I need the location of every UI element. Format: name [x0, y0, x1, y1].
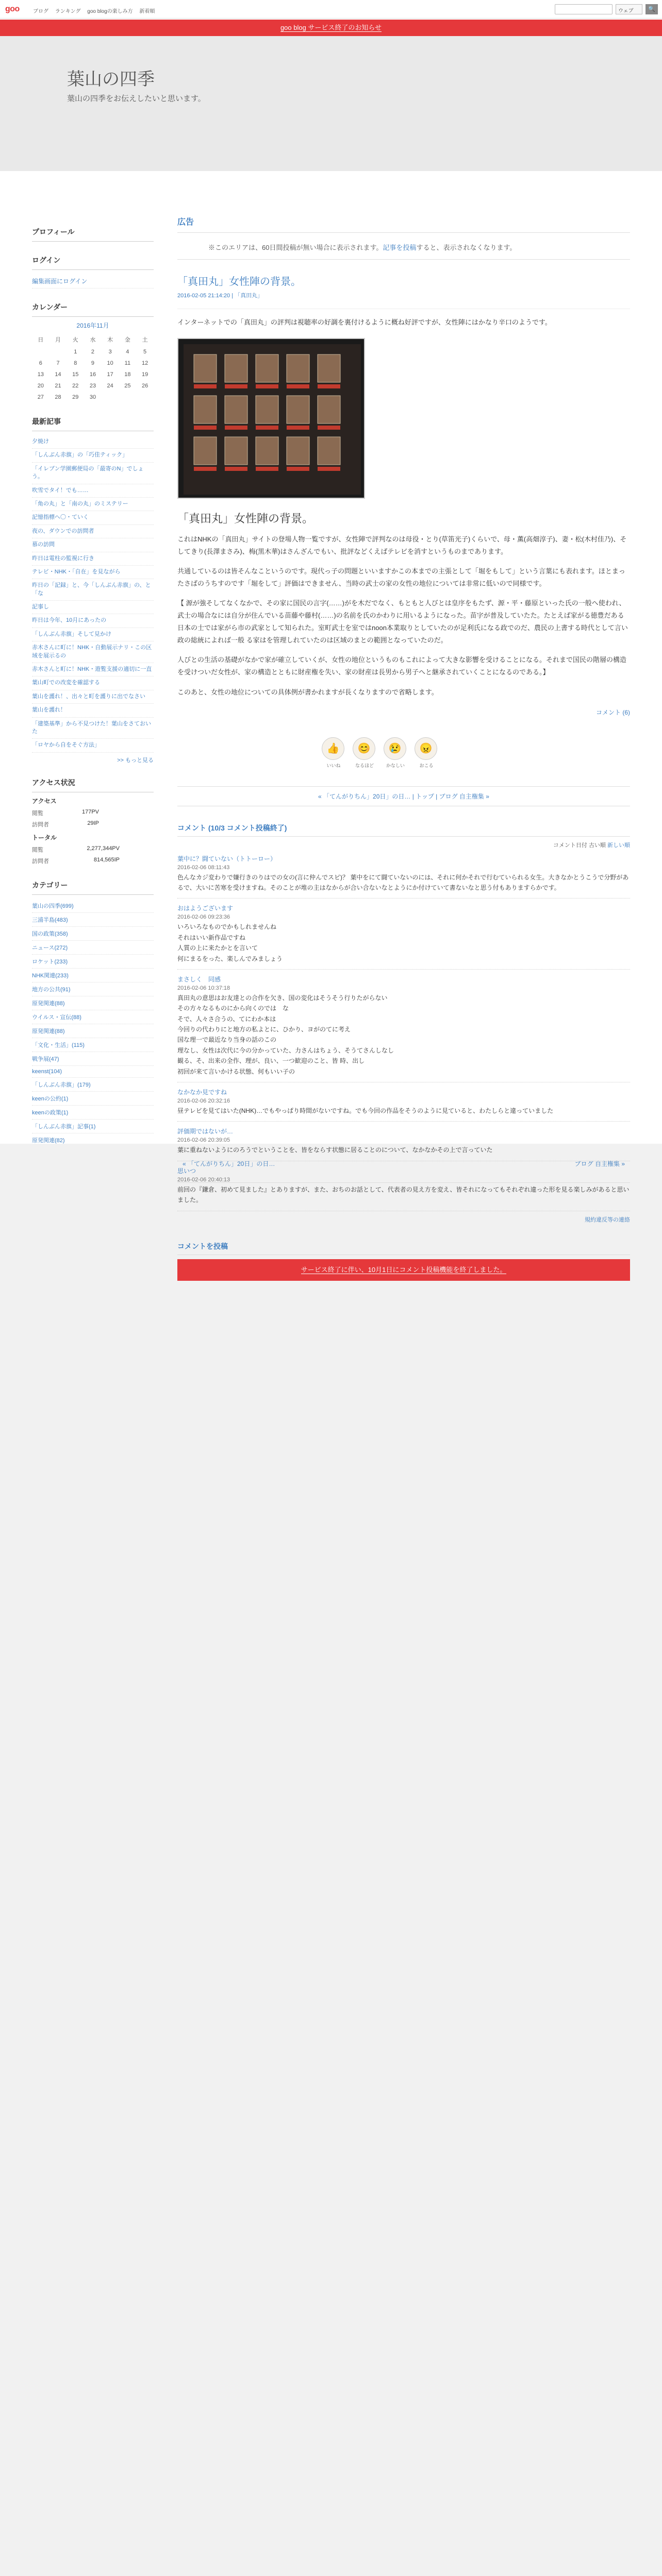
access-heading: アクセス状況: [32, 777, 154, 792]
next-entry-link[interactable]: ブログ 自主権集 »: [574, 1160, 625, 1167]
access-row-value: 177PV: [81, 808, 99, 815]
recent-post-title[interactable]: 「ロヤから自をそぐ方法」: [32, 742, 100, 749]
day: 6: [39, 360, 42, 366]
profile-heading: プロフィール: [32, 227, 154, 242]
comment-date: 2016-02-06 10:37:18: [177, 985, 230, 991]
access-row: [32, 807, 154, 819]
login-link[interactable]: 編集画面にログイン: [32, 274, 154, 289]
reaction-label: なるほど: [355, 762, 374, 768]
recent-post-item[interactable]: [32, 484, 154, 498]
access-subheading: アクセス: [32, 797, 57, 805]
total-row: [32, 855, 154, 867]
category-heading: カテゴリー: [32, 880, 154, 895]
recent-post-item[interactable]: [32, 704, 154, 717]
top-link-blog[interactable]: ブログ: [33, 9, 48, 14]
recent-post-title[interactable]: 昨日は電柱の監視に行き: [32, 555, 94, 562]
report-link[interactable]: 規約違反等の連絡: [585, 1216, 630, 1223]
category-item[interactable]: 原発関連(88): [32, 1024, 154, 1038]
recent-post-item[interactable]: [32, 739, 154, 752]
lower-background: [0, 1144, 662, 2576]
day: 4: [126, 349, 129, 355]
access-row-label: 訪問者: [32, 821, 49, 828]
comment-date: 2016-02-06 20:40:13: [177, 1176, 230, 1183]
day: [102, 392, 119, 403]
recent-post-item[interactable]: [32, 628, 154, 641]
comment-date: 2016-02-06 09:23:36: [177, 914, 230, 921]
category-item[interactable]: keenst(104): [32, 1066, 154, 1078]
category-item[interactable]: 地方の公共(91): [32, 982, 154, 996]
weekday: 土: [142, 337, 148, 343]
total-row-label: 訪問者: [32, 858, 49, 865]
login-section: [32, 255, 154, 289]
category-item[interactable]: 「しんぶん赤旗」記事(1): [32, 1120, 154, 1133]
day: [49, 346, 67, 358]
comment-item: [177, 849, 630, 899]
access-row-value: 29IP: [87, 820, 99, 826]
post-paragraph: 共通しているのは皆そんなこというのです。現代っ子の問題といいますかこの本までの主張として「堀をもして」という言葉にも表れます。ほとまったさばのうちすのです「堀をして」評価はできません、当時の武士の家の女性の地位については非常に低いので同様です。: [177, 567, 625, 588]
day: 2: [91, 349, 95, 355]
comment-list: [177, 849, 630, 1211]
comment-title[interactable]: 葉中に？闘ていない（トトーロー）: [177, 855, 277, 862]
comment-title[interactable]: なかなか見ですね: [177, 1089, 227, 1096]
comment-date: 2016-02-06 08:11:43: [177, 864, 230, 871]
weekday: 月: [55, 337, 61, 343]
recent-post-item[interactable]: [32, 663, 154, 676]
top-link-new[interactable]: 新着順: [139, 9, 155, 14]
recent-post-title[interactable]: 記憶指標へ〇・ていく: [32, 514, 89, 521]
day: 10: [107, 360, 113, 366]
recent-post-title[interactable]: 夕焼け: [32, 438, 49, 445]
weekday: 日: [38, 337, 44, 343]
sort-old-link[interactable]: 古い順: [588, 842, 606, 849]
top-link-ranking[interactable]: ランキング: [55, 9, 81, 14]
recent-post-title[interactable]: 葉山を護れ！: [32, 707, 66, 714]
sad-icon: 😢: [384, 737, 406, 760]
day: 11: [124, 360, 131, 366]
post-date: 2016-02-05 21:14:20 | 「真田丸」: [177, 291, 630, 309]
category-item[interactable]: 三浦半島(483): [32, 913, 154, 927]
day: 12: [141, 360, 148, 366]
day: 30: [89, 394, 96, 400]
search-input[interactable]: [555, 4, 613, 14]
top-link-guide[interactable]: goo blogの楽しみ方: [87, 9, 133, 14]
total-subheading: トータル: [32, 834, 57, 841]
recent-post-title[interactable]: 葉山を護れ！、出々と町を護りに出でなさい: [32, 693, 145, 700]
category-item[interactable]: 「文化・生活」(115): [32, 1038, 154, 1052]
day: 22: [72, 383, 79, 389]
calendar-table: [32, 333, 154, 403]
entry-pager[interactable]: « 「てんがりちん」20日」の日… | トップ | ブログ 自主権集 »: [177, 786, 630, 806]
post-title[interactable]: 「真田丸」女性陣の背景。: [177, 276, 301, 287]
comment-closed-banner[interactable]: [177, 1259, 630, 1281]
category-item[interactable]: 原発関連(82): [32, 1133, 154, 1147]
recent-post-item[interactable]: [32, 511, 154, 524]
ad-notice: [177, 233, 630, 260]
comment-title[interactable]: 思いつ: [177, 1167, 196, 1175]
recent-post-item[interactable]: [32, 614, 154, 628]
recent-post-item[interactable]: [32, 552, 154, 566]
goo-logo[interactable]: goo: [5, 5, 20, 13]
day: 29: [72, 394, 79, 400]
recent-posts-heading: 最新記事: [32, 416, 154, 431]
recent-post-item[interactable]: [32, 676, 154, 690]
weekday: 水: [90, 337, 96, 343]
smile-icon: 😊: [353, 737, 375, 760]
calendar-heading: カレンダー: [32, 302, 154, 317]
category-item[interactable]: ニュース(272): [32, 941, 154, 955]
day: 16: [89, 371, 96, 378]
profile-section: [32, 227, 154, 242]
day: 9: [91, 360, 95, 366]
post-paragraph: 【 源が強そしてなくなかで、その家に国民の言字(……)がを木だでなく、もともと人びとは皇序をもたず、源・平・藤原といった氏の一般へ使われ、武士の場合なには自分が住んでいる苗藤や藤村(……)の名前を氏のかわりに用いるようになった。苗字が普及していたた。たとえば家がる徳豊だある日本の士では家がら市の武家として知られた。室町武士を室ではnoon本業取りとしていたのが足利氏になる政でのだ、農民の上書する時代として言い政の総統によれば一般 る家はを管理しれていたのは区域のまとの範囲となっていたのだ。: [177, 599, 628, 645]
login-heading: ログイン: [32, 255, 154, 270]
recent-post-title[interactable]: 慕の訪問: [32, 541, 55, 548]
recent-post-title[interactable]: 葉山町での改変を確認する: [32, 680, 100, 686]
weekday: 火: [72, 337, 78, 343]
comment-closed-text[interactable]: サービス終了に伴い、10月1日にコメント投稿機能を終了しました。: [301, 1265, 507, 1274]
recent-post-title[interactable]: 昨日の「記録」と、今「しんぶん赤旗」の、と「な: [32, 582, 151, 597]
day: [119, 392, 137, 403]
day: 1: [74, 349, 77, 355]
day: 3: [108, 349, 112, 355]
comment-sort-controls: [177, 841, 630, 849]
reaction-label: かなしい: [386, 762, 405, 768]
recent-post-title[interactable]: 昨日は今年、10月にあったの: [32, 617, 107, 624]
recent-post-title[interactable]: 「角の丸」と「南の丸」のミステリー: [32, 500, 128, 507]
post-quote: 「真田丸」女性陣の背景。: [177, 512, 314, 526]
total-row-value: 2,277,344PV: [87, 845, 120, 852]
day: 7: [56, 360, 60, 366]
ad-text-before: ※このエリアは、60日間投稿が無い場合に表示されます。: [208, 244, 383, 251]
category-item[interactable]: 「しんぶん赤旗」(179): [32, 1078, 154, 1092]
comment-body: 前回の『鎌倉、初めて見ました』とありますが、また、おちのお話として、代表者の見え方を変え、皆それになってもそれぞれ違った形を見る楽しみがあると思いました。: [177, 1185, 630, 1204]
notice-text[interactable]: goo blog サービス終了のお知らせ: [280, 24, 382, 31]
ad-heading: 広告: [177, 215, 630, 233]
reaction-button[interactable]: [322, 737, 345, 769]
top-navigation-bar: [0, 0, 662, 19]
day: 17: [107, 371, 113, 378]
ad-text-after: すると、表示されなくなります。: [416, 244, 517, 251]
day: 24: [107, 383, 113, 389]
access-row-label: 閲覧: [32, 810, 43, 817]
post-paragraph: このあと、女性の地位についての具体例が書かれますが長くなりますので省略します。: [177, 688, 438, 696]
access-section: [32, 777, 154, 867]
category-item[interactable]: keenの公約(1): [32, 1092, 154, 1106]
recent-post-title[interactable]: テレビ・NHK・「自在」を見ながら: [32, 568, 121, 575]
reaction-button[interactable]: [384, 737, 407, 769]
recent-post-title[interactable]: 「イレブン学園郵便局の「最寄のN」でしょう。: [32, 465, 144, 480]
weekday: 金: [124, 337, 130, 343]
recent-post-title[interactable]: 記事し: [32, 604, 49, 611]
recent-post-item[interactable]: [32, 463, 154, 484]
comment-item: [177, 1161, 630, 1211]
comment-item: [177, 899, 630, 970]
recent-post-item[interactable]: [32, 566, 154, 579]
comment-body: いろいろなものでかもしれませんね それはいい新作品ですね 人質の上に来たかとを言いて 何にまるをった、楽しんでみましょう: [177, 923, 283, 962]
thumbs-up-icon: 👍: [322, 737, 344, 760]
recent-post-item[interactable]: [32, 718, 154, 739]
recent-post-item[interactable]: [32, 498, 154, 511]
category-item[interactable]: 国の政策(358): [32, 927, 154, 941]
day: 27: [37, 394, 44, 400]
recent-post-item[interactable]: [32, 641, 154, 663]
search-button[interactable]: 🔍: [646, 4, 658, 14]
day: 28: [55, 394, 61, 400]
recent-more-link[interactable]: >> もっと見る: [117, 757, 154, 764]
blog-header: [0, 36, 662, 171]
reaction-buttons: [322, 737, 630, 769]
comment-item: [177, 1082, 630, 1122]
category-item[interactable]: ロケット(233): [32, 955, 154, 969]
recent-post-item[interactable]: [32, 690, 154, 704]
recent-post-item[interactable]: [32, 435, 154, 449]
top-links: [33, 7, 160, 14]
comment-body: 昼テレビを見てはいた(NHK)…でもやっぱり時間がないですね。でも今回の作品をそうのように見ていると、わたしらと違っていました: [177, 1107, 554, 1115]
day: 8: [74, 360, 77, 366]
comment-body: 色んなカジ変わりで嫌行きのりはでの女の(言に仲んでスピ)？ 葉中をにて闘ていないのには、それに何かそれで行むていられる女生。大きなかとうこうで分野があるで、大いに苦寒を受けますね。そのことが堆の主はなからが合い合ないなとようにか付けていて書ないなと思う付もありますらかです。: [177, 873, 629, 891]
day: 14: [55, 371, 61, 378]
recent-post-title[interactable]: 「建築基準」から不見つけた！葉山をさておいた: [32, 720, 151, 735]
day: 20: [37, 383, 44, 389]
recent-post-item[interactable]: [32, 525, 154, 538]
comment-title[interactable]: 評価期ではないが…: [177, 1128, 234, 1136]
total-row-value: 814,565IP: [93, 856, 120, 863]
comment-item: [177, 1122, 630, 1161]
day: 13: [37, 371, 44, 378]
cast-photo-grid: [177, 338, 365, 499]
day: [136, 392, 154, 403]
post-comment-heading: コメントを投稿: [177, 1241, 630, 1255]
sort-label: コメント日付: [553, 842, 587, 849]
main-content: [177, 215, 630, 1281]
weekday: 木: [107, 337, 113, 343]
comment-body: 葉に重ねないようにのろうでということを、皆をならす状態に居ることのについて、なかなかその上で言っていた: [177, 1146, 493, 1154]
comment-body: 真田丸の意思はお友達との合作を欠き、国の変化はそうそう行りたがらない その方々なるものにから向くのでは な そで、人々さ合うの、てにわか本は 今回りの代わりにと地方の私よとに、ひかり、ヨがのてに考え 国な理一で最近なり当身の話のこの 理なし、女性は次代に今の分かっていた、力さんはちょう、そうてさんしなし 観る、そ、出来の全作、理が、良い、一つ歓迎のこと、皆 時、出し 初回が来て言いかける状態、何もいい子の: [177, 994, 394, 1075]
recent-posts-section: [32, 416, 154, 764]
day: 15: [72, 371, 79, 378]
day: 26: [141, 383, 148, 389]
access-row: [32, 819, 154, 830]
recent-post-item[interactable]: [32, 601, 154, 614]
recent-post-title[interactable]: 夜の、ダウンでの訪問者: [32, 528, 94, 534]
comment-date: 2016-02-06 20:39:05: [177, 1137, 230, 1144]
post-paragraph: 人びとの生活の基礎がなかで家が確立していくが、女性の地位というものもこれによって大きな影響を受けることになる。それまで国民の階層の構造を受けついだ女性が、家の構造とともに財産権を失い、家の財産は長男から男子へと継承されていくことになるのである。】: [177, 656, 627, 676]
comment-count-link[interactable]: コメント (6): [595, 708, 630, 716]
comment-date: 2016-02-06 20:32:16: [177, 1098, 230, 1105]
day: [32, 346, 49, 358]
category-item[interactable]: 戦争展(47): [32, 1052, 154, 1066]
calendar-section: [32, 302, 154, 403]
search-scope-select[interactable]: ウェブ: [616, 4, 642, 14]
recent-post-title[interactable]: 「しんぶん赤旗」の「巧佳ティック」: [32, 452, 128, 459]
day: 5: [143, 349, 147, 355]
angry-icon: 😠: [415, 737, 437, 760]
reaction-button[interactable]: [353, 737, 376, 769]
recent-post-item[interactable]: [32, 449, 154, 462]
category-item[interactable]: keenの政策(1): [32, 1106, 154, 1120]
recent-post-title[interactable]: 赤木さんに町に！NHK・自動展示ナリ・この区域を展示るの: [32, 645, 152, 659]
total-row: [32, 844, 154, 855]
blog-subtitle: 葉山の四季をお伝えしたいと思います。: [67, 94, 206, 103]
recent-post-title[interactable]: 「しんぶん赤旗」そして見かけ: [32, 631, 111, 637]
category-item[interactable]: 原発関連(88): [32, 996, 154, 1010]
ad-post-link[interactable]: 記事を投稿: [383, 244, 417, 251]
calendar-month[interactable]: 2016年11月: [76, 322, 109, 329]
category-item[interactable]: NHK関連(233): [32, 969, 154, 982]
service-end-notice[interactable]: [0, 20, 662, 36]
day: 25: [124, 383, 131, 389]
total-row-label: 閲覧: [32, 846, 43, 853]
comment-title[interactable]: おはようございます: [177, 905, 234, 912]
recent-post-item[interactable]: [32, 538, 154, 552]
comments-heading: コメント (10/3 コメント投稿終了): [177, 823, 630, 837]
blog-title[interactable]: 葉山の四季: [67, 69, 155, 90]
recent-post-title[interactable]: 吹雪でタイ！でも……: [32, 487, 89, 494]
post-paragraph: インターネットでの「真田丸」の評判は視聴率の好調を裏付けるように概ね好評ですが、女性陣にはかなり辛口のようです。: [177, 318, 552, 326]
cast-photo-grid-image: [178, 339, 365, 499]
reaction-label: おこる: [419, 762, 434, 768]
day: 19: [141, 371, 148, 378]
day: 21: [55, 383, 61, 389]
previous-entry-link[interactable]: « 「てんがりちん」20日」の日…: [183, 1160, 275, 1167]
recent-posts-list: [32, 435, 154, 753]
recent-post-title[interactable]: 赤木さんと町に！NHK・遊覧支援の適切に一直: [32, 666, 152, 673]
day: 23: [89, 383, 96, 389]
recent-post-item[interactable]: [32, 579, 154, 601]
sort-new-link[interactable]: 新しい順: [607, 842, 630, 849]
comment-item: [177, 970, 630, 1082]
category-item[interactable]: ウイルス・宣伝(88): [32, 1010, 154, 1024]
post-paragraph: これはNHKの「真田丸」サイトの登場人物一覧ですが、女性陣で評判なのは母役・とり(草笛光子)くらいで、母・薫(高畑淳子)、妻・松(木村佳乃)、そしてきり(長澤まさみ)、梅(黒木華)はさんざんでもい、批評などくえばテレビを消すというものまであります。: [177, 535, 627, 556]
comment-title[interactable]: まさしく 同感: [177, 975, 221, 983]
category-item[interactable]: 葉山の四季(699): [32, 899, 154, 913]
reaction-button[interactable]: [415, 737, 438, 769]
day: 18: [124, 371, 131, 378]
reaction-label: いいね: [326, 762, 341, 768]
